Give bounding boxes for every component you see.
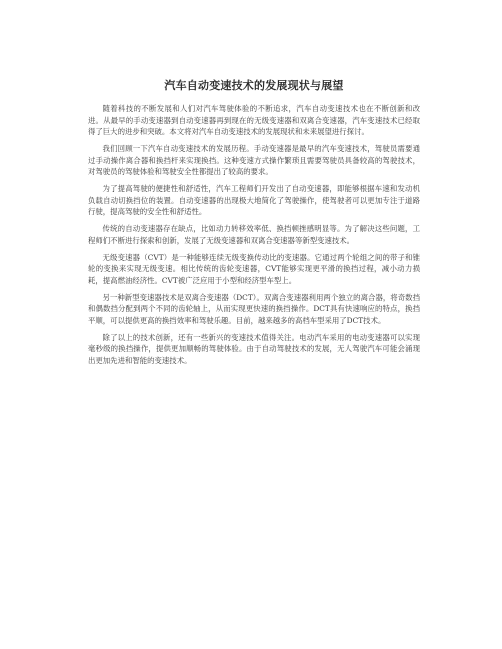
paragraph-emerging-tech: 除了以上的技术创新，还有一些新兴的变速技术值得关注。电动汽车采用的电动变速器可以实现毫秒级的换挡操作，提供更加顺畅的驾驶体验。由于自动驾驶技术的发展，无人驾驶汽车可能会涌现出更加先进和智能的变速技术。 <box>88 332 420 365</box>
paragraph-manual-transmission: 我们回顾一下汽车自动变速技术的发展历程。手动变速器是最早的汽车变速技术，驾驶员需要通过手动操作离合器和换挡杆来实现换挡。这种变速方式操作繁琐且需要驾驶员具备较高的驾驶技术，对驾驶员的驾驶体验和驾驶安全性都提出了较高的要求。 <box>88 144 420 176</box>
document-title: 汽车自动变速技术的发展现状与展望 <box>164 79 344 92</box>
paragraph-traditional-drawbacks: 传统的自动变速器存在缺点，比如动力转移效率低、换挡顿挫感明显等。为了解决这些问题，工程师们不断进行探索和创新，发展了无级变速器和双离合变速器等新型变速技术。 <box>88 224 420 245</box>
paragraph-dct: 另一种新型变速器技术是双离合变速器（DCT）。双离合变速器利用两个独立的离合器，将奇数挡和偶数挡分配到两个不同的齿轮轴上，从而实现更快速的换挡操作。DCT具有快速响应的特点，换挡平顺，可以提供更高的换挡效率和驾驶乐趣。目前，越来越多的高档车型采用了DCT技术。 <box>88 292 420 325</box>
document-content <box>88 79 420 372</box>
paragraph-automatic-transmission: 为了提高驾驶的便捷性和舒适性，汽车工程师们开发出了自动变速器，即能够根据车速和发动机负载自动切换挡位的装置。自动变速器的出现极大地简化了驾驶操作，使驾驶者可以更加专注于道路行驶，提高驾驶的安全性和舒适性。 <box>88 184 420 216</box>
paragraph-intro: 随着科技的不断发展和人们对汽车驾驶体验的不断追求，汽车自动变速技术也在不断创新和改进。从最早的手动变速器到自动变速器再到现在的无级变速器和双离合变速器，汽车变速技术已经取得了巨大的进步和突破。本文将对汽车自动变速技术的发展现状和未来展望进行探讨。 <box>88 104 420 136</box>
paragraph-cvt: 无级变速器（CVT）是一种能够连续无级变换传动比的变速器。它通过两个轮组之间的带子和锥轮的变换来实现无级变速。相比传统的齿轮变速器，CVT能够实现更平滑的换挡过程，减小动力损耗，提高燃油经济性。CVT被广泛应用于小型和经济型车型上。 <box>88 252 420 285</box>
